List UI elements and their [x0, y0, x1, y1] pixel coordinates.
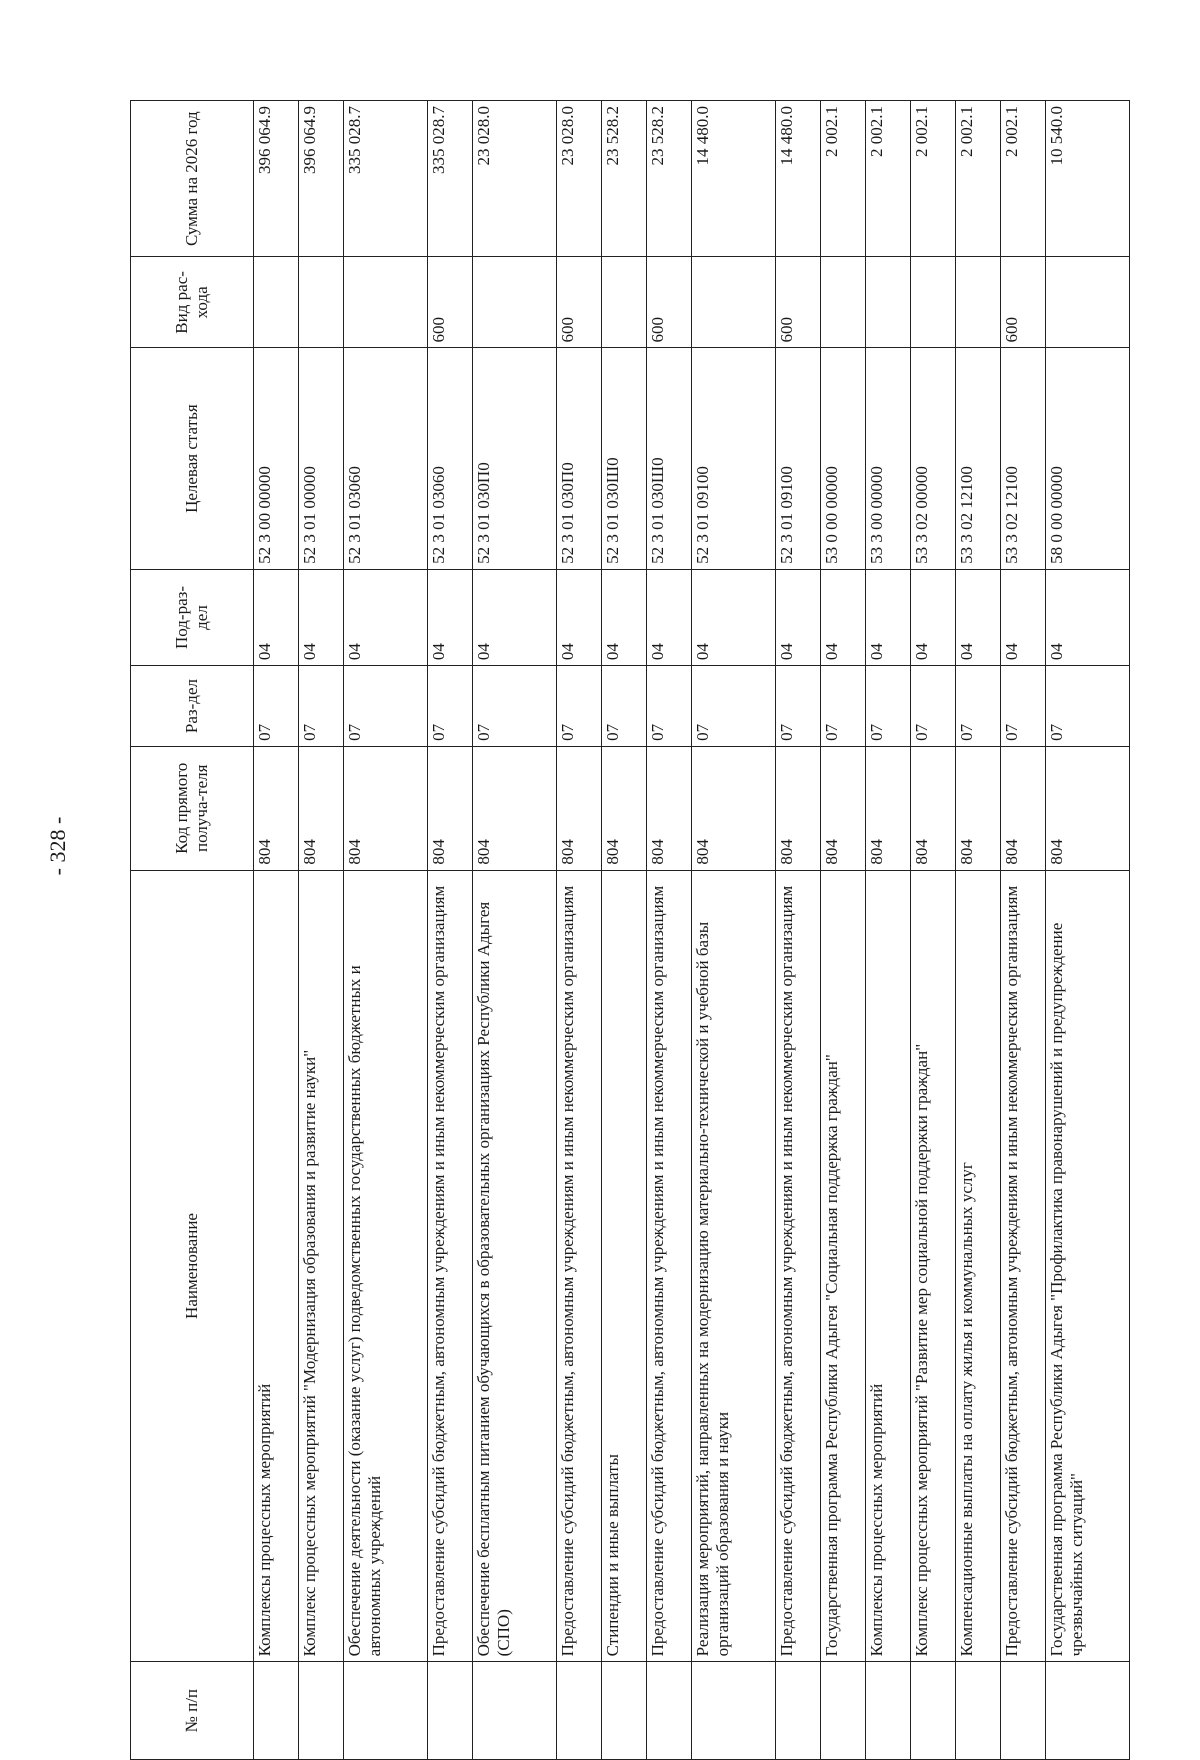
cell-sum: 23 528.2 — [602, 101, 647, 257]
table-row — [1000, 101, 1045, 1760]
cell-vid — [602, 257, 647, 348]
cell-podrazdel: 04 — [776, 569, 821, 665]
cell-vid — [298, 257, 343, 348]
cell-num — [820, 1662, 865, 1760]
cell-code: 804 — [298, 746, 343, 870]
cell-num — [343, 1662, 427, 1760]
page-number: - 328 - — [45, 816, 70, 876]
budget-table-frame — [130, 100, 1130, 1760]
cell-num — [646, 1662, 691, 1760]
cell-code: 804 — [691, 746, 775, 870]
cell-name: Стипендии и иные выплаты — [602, 870, 647, 1662]
cell-name: Реализация мероприятий, направленных на модернизацию материально-технической и учебной базы организаций образования и науки — [691, 870, 775, 1662]
cell-name: Предоставление субсидий бюджетным, автономным учреждениям и иным некоммерческим организациям — [776, 870, 821, 1662]
cell-razdel: 07 — [776, 666, 821, 747]
header-razdel: Раз-дел — [131, 666, 254, 747]
cell-sum: 14 480.0 — [776, 101, 821, 257]
cell-podrazdel: 04 — [910, 569, 955, 665]
cell-celevaya: 52 3 01 030Ш0 — [602, 348, 647, 569]
cell-vid — [254, 257, 299, 348]
cell-vid: 600 — [557, 257, 602, 348]
cell-code: 804 — [343, 746, 427, 870]
cell-num — [691, 1662, 775, 1760]
cell-name: Государственная программа Республики Адыгея "Профилактика правонарушений и предупреждение чрезвычайных ситуаций" — [1045, 870, 1129, 1662]
header-celevaya: Целевая статья — [131, 348, 254, 569]
cell-celevaya: 52 3 01 03060 — [343, 348, 427, 569]
cell-podrazdel: 04 — [557, 569, 602, 665]
cell-razdel: 07 — [602, 666, 647, 747]
cell-name: Комплексы процессных мероприятий — [254, 870, 299, 1662]
cell-celevaya: 52 3 01 09100 — [691, 348, 775, 569]
cell-code: 804 — [254, 746, 299, 870]
cell-vid — [472, 257, 556, 348]
cell-podrazdel: 04 — [955, 569, 1000, 665]
cell-code: 804 — [472, 746, 556, 870]
cell-podrazdel: 04 — [428, 569, 473, 665]
cell-num — [472, 1662, 556, 1760]
cell-celevaya: 52 3 01 030Ш0 — [646, 348, 691, 569]
cell-razdel: 07 — [1045, 666, 1129, 747]
cell-razdel: 07 — [1000, 666, 1045, 747]
table-row — [602, 101, 647, 1760]
cell-razdel: 07 — [557, 666, 602, 747]
cell-vid: 600 — [776, 257, 821, 348]
header-code: Код прямого получа-теля — [131, 746, 254, 870]
cell-sum: 23 028.0 — [472, 101, 556, 257]
budget-table — [130, 100, 1130, 1760]
cell-sum: 23 528.2 — [646, 101, 691, 257]
cell-name: Комплекс процессных мероприятий "Развитие мер социальной поддержки граждан" — [910, 870, 955, 1662]
cell-name: Компенсационные выплаты на оплату жилья и коммунальных услуг — [955, 870, 1000, 1662]
cell-vid — [691, 257, 775, 348]
cell-code: 804 — [910, 746, 955, 870]
cell-podrazdel: 04 — [472, 569, 556, 665]
table-row — [646, 101, 691, 1760]
cell-num — [428, 1662, 473, 1760]
header-sum: Сумма на 2026 год — [131, 101, 254, 257]
cell-razdel: 07 — [646, 666, 691, 747]
cell-num — [557, 1662, 602, 1760]
cell-vid — [820, 257, 865, 348]
cell-name: Предоставление субсидий бюджетным, автономным учреждениям и иным некоммерческим организациям — [428, 870, 473, 1662]
cell-num — [955, 1662, 1000, 1760]
table-row — [955, 101, 1000, 1760]
cell-razdel: 07 — [472, 666, 556, 747]
cell-podrazdel: 04 — [343, 569, 427, 665]
cell-name: Государственная программа Республики Адыгея "Социальная поддержка граждан" — [820, 870, 865, 1662]
cell-podrazdel: 04 — [646, 569, 691, 665]
cell-celevaya: 53 0 00 00000 — [820, 348, 865, 569]
cell-razdel: 07 — [910, 666, 955, 747]
cell-sum: 2 002.1 — [955, 101, 1000, 257]
cell-name: Обеспечение бесплатным питанием обучающихся в образовательных организациях Республики Адыгея (СПО) — [472, 870, 556, 1662]
cell-sum: 396 064.9 — [254, 101, 299, 257]
cell-podrazdel: 04 — [602, 569, 647, 665]
cell-code: 804 — [602, 746, 647, 870]
cell-podrazdel: 04 — [865, 569, 910, 665]
cell-name: Комплексы процессных мероприятий — [865, 870, 910, 1662]
cell-razdel: 07 — [254, 666, 299, 747]
cell-razdel: 07 — [343, 666, 427, 747]
cell-code: 804 — [428, 746, 473, 870]
cell-celevaya: 52 3 01 09100 — [776, 348, 821, 569]
table-row — [298, 101, 343, 1760]
cell-vid: 600 — [646, 257, 691, 348]
table-row — [254, 101, 299, 1760]
cell-sum: 2 002.1 — [910, 101, 955, 257]
cell-podrazdel: 04 — [1045, 569, 1129, 665]
table-row — [865, 101, 910, 1760]
cell-sum: 396 064.9 — [298, 101, 343, 257]
cell-num — [1045, 1662, 1129, 1760]
cell-celevaya: 52 3 00 00000 — [254, 348, 299, 569]
cell-num — [1000, 1662, 1045, 1760]
header-vid: Вид рас-хода — [131, 257, 254, 348]
table-header-row — [131, 101, 254, 1760]
cell-celevaya: 53 3 02 12100 — [955, 348, 1000, 569]
cell-sum: 335 028.7 — [343, 101, 427, 257]
table-row — [776, 101, 821, 1760]
cell-podrazdel: 04 — [691, 569, 775, 665]
cell-code: 804 — [955, 746, 1000, 870]
cell-name: Предоставление субсидий бюджетным, автономным учреждениям и иным некоммерческим организациям — [646, 870, 691, 1662]
cell-vid — [955, 257, 1000, 348]
cell-podrazdel: 04 — [254, 569, 299, 665]
cell-podrazdel: 04 — [820, 569, 865, 665]
cell-num — [776, 1662, 821, 1760]
table-row — [343, 101, 427, 1760]
header-podrazdel: Под-раз-дел — [131, 569, 254, 665]
cell-name: Комплекс процессных мероприятий "Модернизация образования и развитие науки" — [298, 870, 343, 1662]
cell-name: Обеспечение деятельности (оказание услуг) подведомственных государственных бюджетных и автономных учреждений — [343, 870, 427, 1662]
table-row — [691, 101, 775, 1760]
cell-celevaya: 53 3 02 00000 — [910, 348, 955, 569]
header-name: Наименование — [131, 870, 254, 1662]
cell-vid — [910, 257, 955, 348]
cell-num — [602, 1662, 647, 1760]
table-row — [820, 101, 865, 1760]
cell-code: 804 — [865, 746, 910, 870]
cell-razdel: 07 — [865, 666, 910, 747]
cell-name: Предоставление субсидий бюджетным, автономным учреждениям и иным некоммерческим организациям — [557, 870, 602, 1662]
cell-razdel: 07 — [428, 666, 473, 747]
table-row — [1045, 101, 1129, 1760]
cell-celevaya: 53 3 00 00000 — [865, 348, 910, 569]
cell-celevaya: 58 0 00 00000 — [1045, 348, 1129, 569]
cell-celevaya: 52 3 01 030П0 — [557, 348, 602, 569]
table-row — [428, 101, 473, 1760]
cell-num — [910, 1662, 955, 1760]
cell-razdel: 07 — [298, 666, 343, 747]
cell-code: 804 — [820, 746, 865, 870]
cell-razdel: 07 — [691, 666, 775, 747]
header-num: № п/п — [131, 1662, 254, 1760]
cell-celevaya: 53 3 02 12100 — [1000, 348, 1045, 569]
cell-podrazdel: 04 — [1000, 569, 1045, 665]
cell-sum: 14 480.0 — [691, 101, 775, 257]
cell-sum: 2 002.1 — [865, 101, 910, 257]
table-body — [254, 101, 1130, 1760]
cell-num — [865, 1662, 910, 1760]
table-row — [557, 101, 602, 1760]
cell-vid: 600 — [1000, 257, 1045, 348]
cell-celevaya: 52 3 01 00000 — [298, 348, 343, 569]
cell-num — [298, 1662, 343, 1760]
table-row — [472, 101, 556, 1760]
cell-vid — [865, 257, 910, 348]
cell-sum: 2 002.1 — [1000, 101, 1045, 257]
table-row — [910, 101, 955, 1760]
cell-celevaya: 52 3 01 03060 — [428, 348, 473, 569]
cell-code: 804 — [646, 746, 691, 870]
cell-name: Предоставление субсидий бюджетным, автономным учреждениям и иным некоммерческим организациям — [1000, 870, 1045, 1662]
cell-code: 804 — [557, 746, 602, 870]
cell-sum: 2 002.1 — [820, 101, 865, 257]
cell-razdel: 07 — [820, 666, 865, 747]
cell-celevaya: 52 3 01 030П0 — [472, 348, 556, 569]
cell-num — [254, 1662, 299, 1760]
cell-vid — [343, 257, 427, 348]
cell-razdel: 07 — [955, 666, 1000, 747]
cell-code: 804 — [776, 746, 821, 870]
cell-sum: 335 028.7 — [428, 101, 473, 257]
cell-podrazdel: 04 — [298, 569, 343, 665]
cell-sum: 10 540.0 — [1045, 101, 1129, 257]
cell-vid: 600 — [428, 257, 473, 348]
cell-sum: 23 028.0 — [557, 101, 602, 257]
cell-code: 804 — [1045, 746, 1129, 870]
cell-code: 804 — [1000, 746, 1045, 870]
cell-vid — [1045, 257, 1129, 348]
